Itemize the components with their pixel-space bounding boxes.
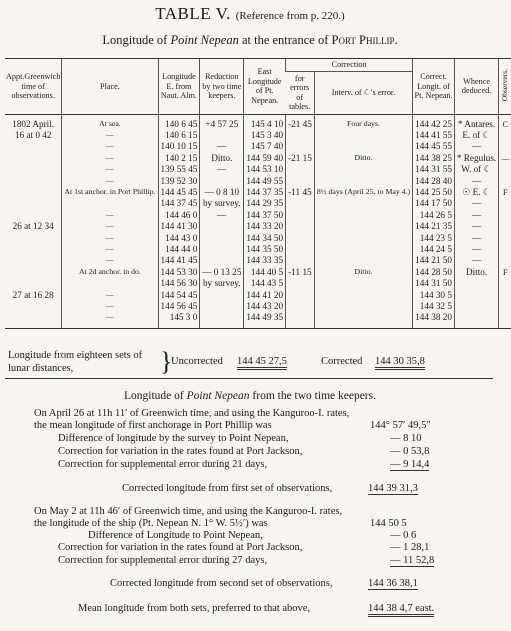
- cell-place: —: [62, 290, 158, 301]
- header-appt-time: Appt.Greenwich time of observations.: [5, 59, 62, 115]
- cell-err: [286, 301, 315, 312]
- section2-title-pre: Longitude of: [124, 390, 187, 402]
- cell-time: [5, 141, 62, 152]
- subtitle-mid: at the entrance of: [238, 33, 332, 47]
- para-april: On April 26 at 11h 11′ of Greenwich time, and using the Kanguroo-I. rates, the mean longitude of first anchorage in Port Phillip was: [34, 408, 350, 432]
- cell-obs: [499, 290, 511, 301]
- cell-naut: 144 37 45: [158, 198, 200, 209]
- cell-place: —: [62, 221, 158, 232]
- cell-red: —: [200, 141, 244, 152]
- cell-interv: Ditto.: [314, 267, 412, 278]
- cell-obs: [499, 278, 511, 289]
- cell-place: —: [62, 130, 158, 141]
- cell-red: by survey.: [200, 198, 244, 209]
- cell-whence: ☉ E. ☾: [454, 187, 498, 198]
- cell-naut: 144 46 0: [158, 210, 200, 221]
- cell-err: [286, 164, 315, 175]
- cell-time: [5, 312, 62, 328]
- cell-whence: [454, 312, 498, 328]
- header-correction: Correction: [286, 59, 413, 72]
- cell-corr: 144 28 40: [413, 176, 455, 187]
- cell-place: —: [62, 141, 158, 152]
- table-reference: (Reference from p. 220.): [235, 10, 345, 22]
- cell-naut: 140 2 15: [158, 153, 200, 164]
- cell-interv: [314, 301, 412, 312]
- cell-red: [200, 312, 244, 328]
- cell-obs: [499, 176, 511, 187]
- summary-uncorrected-value: 144 45 27,5: [237, 356, 287, 370]
- cell-err: [286, 233, 315, 244]
- table-row: [5, 198, 511, 209]
- cell-east: 144 40 5: [244, 267, 286, 278]
- cell-red: [200, 244, 244, 255]
- cell-red: [200, 301, 244, 312]
- cell-obs: [499, 141, 511, 152]
- table-row: [5, 278, 511, 289]
- mean-longitude: Mean longitude from both sets, preferred to that above,: [78, 603, 311, 614]
- cell-err: [286, 198, 315, 209]
- cell-obs: [499, 233, 511, 244]
- table-title-text: TABLE V.: [155, 4, 231, 23]
- cell-place: At 1st anchor. in Port Phillip.: [62, 187, 158, 198]
- table-body: [5, 114, 511, 328]
- cell-east: 144 53 10: [244, 164, 286, 175]
- cell-obs: [499, 210, 511, 221]
- cell-interv: Four days.: [314, 114, 412, 130]
- cell-place: [62, 278, 158, 289]
- cell-red: [200, 221, 244, 232]
- cell-whence: * Regulus.: [454, 153, 498, 164]
- cell-interv: [314, 290, 412, 301]
- cell-corr: 144 31 50: [413, 278, 455, 289]
- cell-time: [5, 233, 62, 244]
- first-set-total-value: 144 39 31,3: [368, 483, 418, 494]
- first-set-total: Corrected longitude from first set of observations,: [122, 483, 333, 494]
- table-row: [5, 114, 511, 130]
- cell-naut: 144 41 45: [158, 255, 200, 266]
- cell-interv: [314, 233, 412, 244]
- cell-obs: [499, 255, 511, 266]
- cell-obs: F: [499, 187, 511, 198]
- cell-obs: [499, 221, 511, 232]
- cell-time: [5, 301, 62, 312]
- cell-corr: 144 21 35: [413, 221, 455, 232]
- cell-east: 144 33 20: [244, 221, 286, 232]
- summary-row: [5, 348, 493, 379]
- cell-err: [286, 221, 315, 232]
- cell-interv: Ditto.: [314, 153, 412, 164]
- observations-table: [5, 58, 511, 329]
- table-row: [5, 176, 511, 187]
- cell-whence: —: [454, 244, 498, 255]
- cell-whence: —: [454, 176, 498, 187]
- cell-place: —: [62, 153, 158, 164]
- cell-corr: 144 38 20: [413, 312, 455, 328]
- cell-place: —: [62, 233, 158, 244]
- cell-naut: 140 6 15: [158, 130, 200, 141]
- cell-err: [286, 210, 315, 221]
- cell-place: [62, 198, 158, 209]
- cell-time: 1802 April.: [12, 118, 55, 129]
- table-row: [5, 164, 511, 175]
- cell-obs: —: [499, 153, 511, 164]
- table-row: [5, 187, 511, 198]
- cell-corr: 144 41 55: [413, 130, 455, 141]
- cell-corr: 144 31 55: [413, 164, 455, 175]
- summary-label: Longitude from eighteen sets of lunar distances,: [8, 350, 143, 374]
- cell-interv: 8½ days (April 25, to May 4.): [314, 187, 412, 198]
- may-diff-long-value: — 0 6: [390, 530, 417, 541]
- table-row: [5, 267, 511, 278]
- may-corr-supp: Correction for supplemental error during 27 days,: [58, 555, 268, 566]
- cell-time: 27 at 16 28: [12, 289, 54, 300]
- cell-east: 144 43 5: [244, 278, 286, 289]
- cell-interv: [314, 210, 412, 221]
- cell-naut: 144 56 45: [158, 301, 200, 312]
- cell-whence: —: [454, 141, 498, 152]
- header-interv: Interv. of ☾'s error.: [314, 71, 412, 114]
- cell-east: 145 7 40: [244, 141, 286, 152]
- cell-err: [286, 130, 315, 141]
- cell-corr: 144 30 5: [413, 290, 455, 301]
- cell-corr: 144 26 5: [413, 210, 455, 221]
- cell-red: —: [200, 210, 244, 221]
- cell-corr: 144 38 25: [413, 153, 455, 164]
- cell-obs: [499, 301, 511, 312]
- table-row: [5, 210, 511, 221]
- cell-whence: —: [454, 221, 498, 232]
- cell-naut: 144 41 30: [158, 221, 200, 232]
- april-diff-survey: Difference of longitude by the survey to Point Nepean,: [58, 433, 289, 444]
- may-corr-supp-value: — 11 52,8: [390, 555, 435, 566]
- summary-brace: }: [160, 347, 173, 376]
- cell-corr: 144 32 5: [413, 301, 455, 312]
- cell-err: [286, 244, 315, 255]
- cell-naut: 145 3 0: [158, 312, 200, 328]
- table-row: [5, 312, 511, 328]
- cell-place: At sea.: [62, 114, 158, 130]
- header-long-naut: Longitude E. from Naut. Alm.: [158, 59, 200, 115]
- cell-interv: [314, 164, 412, 175]
- cell-east: 144 59 40: [244, 153, 286, 164]
- header-observers-text: Observers.: [500, 68, 510, 102]
- cell-obs: [499, 312, 511, 328]
- april-corr-supp-value: — 9 14,4: [390, 459, 430, 470]
- table-row: [5, 141, 511, 152]
- subtitle-port: Port Phillip.: [331, 33, 398, 47]
- table-row: [5, 233, 511, 244]
- mean-longitude-value: 144 38 4,7 east.: [368, 603, 434, 617]
- summary-uncorrected-label: Uncorrected: [171, 356, 223, 367]
- april-corr-rates-value: — 0 53,8: [390, 446, 430, 457]
- cell-whence: W. of ☾: [454, 164, 498, 175]
- cell-naut: 144 53 30: [158, 267, 200, 278]
- header-for-errors: for errors of tables.: [286, 71, 315, 114]
- cell-place: —: [62, 255, 158, 266]
- header-correct-long: Correct. Longit. of Pt. Nepean.: [413, 59, 455, 115]
- cell-time: [5, 153, 62, 164]
- cell-interv: [314, 255, 412, 266]
- cell-east: 144 34 50: [244, 233, 286, 244]
- header-observers: [499, 59, 511, 115]
- section2-title-place: Point Nepean: [186, 390, 250, 402]
- cell-err: [286, 141, 315, 152]
- cell-interv: [314, 141, 412, 152]
- section2-title: [0, 390, 500, 402]
- cell-naut: 144 43 0: [158, 233, 200, 244]
- cell-east: 144 49 55: [244, 176, 286, 187]
- table-row: [5, 130, 511, 141]
- header-east-long: East Longitude of Pt. Nepean.: [244, 59, 286, 115]
- cell-interv: [314, 244, 412, 255]
- cell-time: [5, 278, 62, 289]
- april-diff-survey-value: — 8 10: [390, 433, 422, 444]
- cell-red: by survey.: [200, 278, 244, 289]
- section2-title-post: from the two time keepers.: [249, 390, 376, 402]
- table-subtitle: [0, 33, 500, 48]
- cell-east: 145 4 10: [244, 114, 286, 130]
- para-april-value: 144° 57′ 49,5″: [370, 420, 431, 431]
- cell-obs: F: [499, 267, 511, 278]
- cell-east: 144 43 20: [244, 301, 286, 312]
- cell-time: [5, 187, 62, 198]
- may-corr-rates-value: — 1 28,1: [390, 542, 430, 553]
- cell-corr: 144 25 50: [413, 187, 455, 198]
- cell-red: —: [200, 164, 244, 175]
- may-diff-long: Difference of Longitude to Point Nepean,: [88, 530, 263, 541]
- header-place: Place.: [62, 59, 158, 115]
- cell-naut: 144 56 30: [158, 278, 200, 289]
- cell-interv: [314, 278, 412, 289]
- para-may: On May 2 at 11h 46′ of Greenwich time, and using the Kanguroo-I. rates, the longitude of the ship (Pt. Nepean N. 1° W. 5½′) was: [34, 506, 343, 530]
- cell-corr: 144 21 50: [413, 255, 455, 266]
- cell-corr: 144 17 50: [413, 198, 455, 209]
- cell-whence: Ditto.: [454, 267, 498, 278]
- cell-err: -21 45: [286, 114, 315, 130]
- cell-whence: —: [454, 255, 498, 266]
- cell-east: 144 35 50: [244, 244, 286, 255]
- cell-red: — 0 8 10: [200, 187, 244, 198]
- cell-east: 144 49 35: [244, 312, 286, 328]
- may-corr-rates: Correction for variation in the rates found at Port Jackson,: [58, 542, 303, 553]
- cell-naut: 144 45 45: [158, 187, 200, 198]
- cell-time: [5, 255, 62, 266]
- cell-red: [200, 255, 244, 266]
- cell-err: [286, 290, 315, 301]
- cell-place: —: [62, 210, 158, 221]
- cell-err: [286, 312, 315, 328]
- table-row: [5, 153, 511, 164]
- second-set-total-value: 144 36 38,1: [368, 578, 418, 589]
- cell-corr: 144 24 5: [413, 244, 455, 255]
- cell-east: 144 37 50: [244, 210, 286, 221]
- cell-time: [5, 176, 62, 187]
- table-title: [0, 4, 500, 24]
- table-row: [5, 301, 511, 312]
- subtitle-pre: Longitude of: [102, 33, 171, 47]
- cell-east: 144 33 35: [244, 255, 286, 266]
- cell-time: [5, 267, 62, 278]
- cell-corr: 144 42 25: [413, 114, 455, 130]
- cell-err: -11 15: [286, 267, 315, 278]
- cell-east: 145 3 40: [244, 130, 286, 141]
- cell-red: Ditto.: [200, 153, 244, 164]
- cell-naut: 140 6 45: [158, 114, 200, 130]
- cell-interv: [314, 221, 412, 232]
- cell-obs: [499, 164, 511, 175]
- cell-red: +4 57 25: [200, 114, 244, 130]
- para-may-value: 144 50 5: [370, 518, 407, 529]
- cell-interv: [314, 312, 412, 328]
- summary-corrected-value: 144 30 35,8: [375, 356, 425, 370]
- table-row: [5, 255, 511, 266]
- cell-red: [200, 233, 244, 244]
- cell-time: 26 at 12 34: [12, 221, 54, 232]
- cell-naut: 144 44 0: [158, 244, 200, 255]
- header-whence: Whence deduced.: [454, 59, 498, 115]
- cell-time: [5, 198, 62, 209]
- cell-red: [200, 130, 244, 141]
- cell-place: At 2d anchor. in do.: [62, 267, 158, 278]
- cell-interv: [314, 176, 412, 187]
- cell-place: —: [62, 176, 158, 187]
- cell-obs: [499, 244, 511, 255]
- cell-east: 144 37 35: [244, 187, 286, 198]
- second-set-total: Corrected longitude from second set of observations,: [110, 578, 333, 589]
- cell-whence: [454, 301, 498, 312]
- cell-err: -21 15: [286, 153, 315, 164]
- cell-naut: 140 10 15: [158, 141, 200, 152]
- cell-time: [5, 164, 62, 175]
- cell-whence: E. of ☾: [454, 130, 498, 141]
- april-corr-rates: Correction for variation in the rates found at Port Jackson,: [58, 446, 303, 457]
- cell-place: —: [62, 244, 158, 255]
- cell-interv: [314, 130, 412, 141]
- cell-whence: * Antares.: [454, 114, 498, 130]
- cell-obs: C: [499, 114, 511, 130]
- cell-red: [200, 176, 244, 187]
- cell-whence: [454, 278, 498, 289]
- cell-whence: [454, 290, 498, 301]
- cell-place: —: [62, 301, 158, 312]
- subtitle-place: Point Nepean: [170, 33, 239, 47]
- cell-interv: [314, 198, 412, 209]
- cell-err: [286, 255, 315, 266]
- cell-naut: 139 52 30: [158, 176, 200, 187]
- table-row: [5, 221, 511, 232]
- cell-red: — 0 13 25: [200, 267, 244, 278]
- cell-naut: 139 55 45: [158, 164, 200, 175]
- cell-naut: 144 54 45: [158, 290, 200, 301]
- cell-err: [286, 176, 315, 187]
- cell-err: -11 45: [286, 187, 315, 198]
- header-reduction: Reduction by two time keepers.: [200, 59, 244, 115]
- cell-obs: [499, 130, 511, 141]
- cell-obs: [499, 198, 511, 209]
- april-corr-supp: Correction for supplemental error during 21 days,: [58, 459, 268, 470]
- cell-corr: 144 45 55: [413, 141, 455, 152]
- table-row: [5, 244, 511, 255]
- cell-place: —: [62, 312, 158, 328]
- cell-corr: 144 28 50: [413, 267, 455, 278]
- cell-east: 144 41 20: [244, 290, 286, 301]
- table-row: [5, 290, 511, 301]
- cell-east: 144 29 35: [244, 198, 286, 209]
- summary-corrected-label: Corrected: [321, 356, 363, 367]
- cell-time: [5, 210, 62, 221]
- cell-place: —: [62, 164, 158, 175]
- cell-time: 16 at 0 42: [14, 129, 52, 140]
- cell-whence: —: [454, 198, 498, 209]
- cell-corr: 144 23 5: [413, 233, 455, 244]
- cell-time: [5, 244, 62, 255]
- cell-whence: —: [454, 233, 498, 244]
- cell-whence: —: [454, 210, 498, 221]
- cell-err: [286, 278, 315, 289]
- cell-red: [200, 290, 244, 301]
